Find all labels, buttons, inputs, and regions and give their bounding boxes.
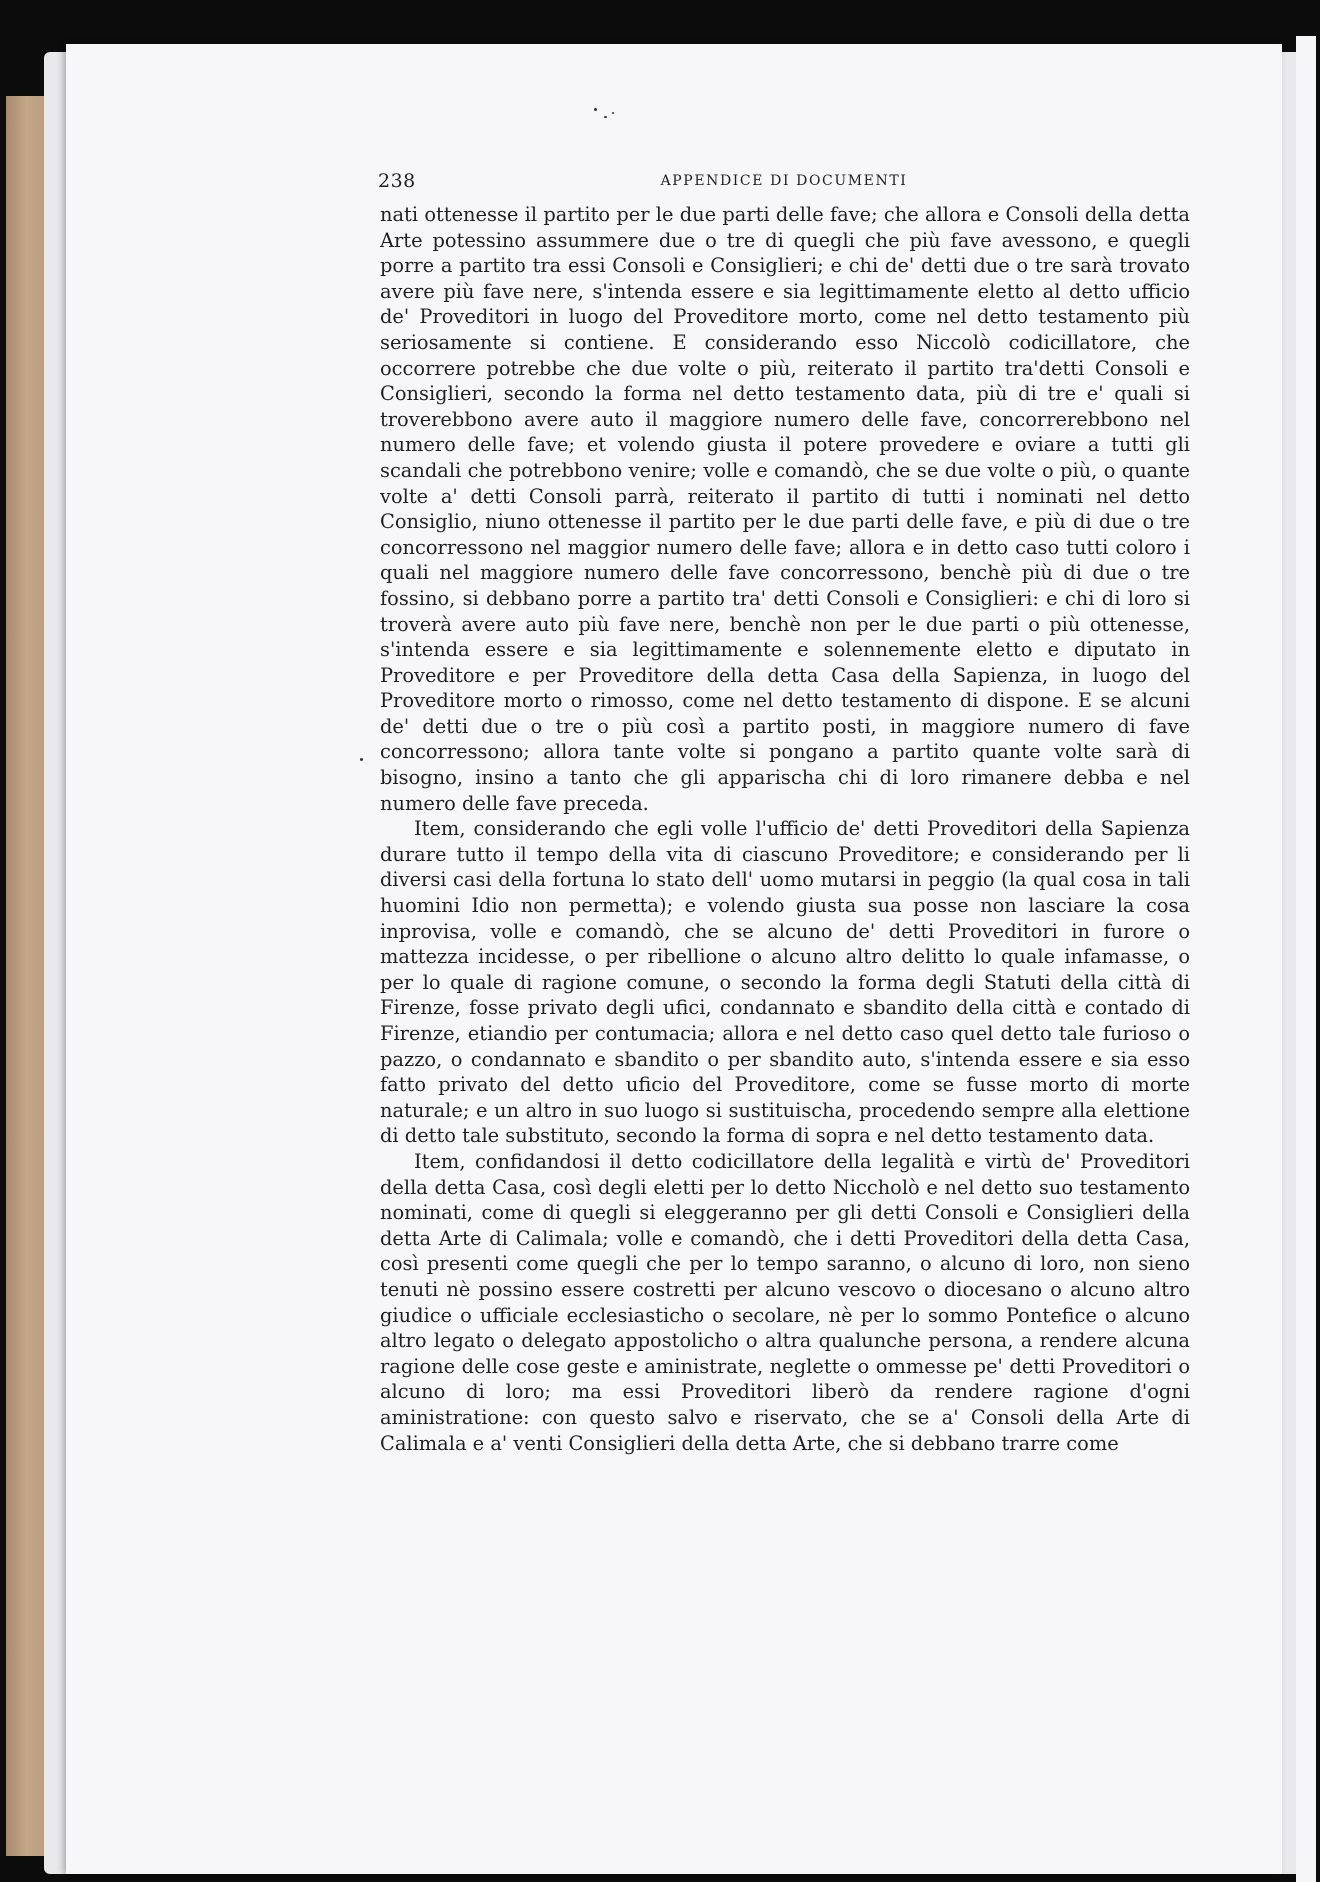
paragraph: nati ottenesse il partito per le due parti delle fave; che allora e Consoli della detta Arte potessino assummere due o tre di quegli che più fave avessono, e quegli porre a partito tra essi Consoli e Consiglieri; e chi de' detti due o tre sarà trovato avere più fave nere, s'intenda essere e sia legittimamente eletto al detto ufficio de' Proveditori in luogo del Proveditore morto, come nel detto testamento più seriosamente si contiene. E considerando esso Niccolò codicillatore, che occorrere potrebbe che due volte o più, reiterato il partito tra'detti Consoli e Consiglieri, secondo la forma nel detto testamento data, più di tre e' quali si troverebbono avere auto il maggiore numero delle fave, concorrerebbono nel numero delle fave; et volendo giusta il potere provedere e oviare a tutti gli scandali che potrebbono venire; volle e comandò, che se due volte o più, o quante volte a' detti Consoli parrà, reiterato il partito di tutti i nominati nel detto Consiglio, niuno ottenesse il partito per le due parti delle fave, e più di due o tre concorressono nel maggior numero delle fave; allora e in detto caso tutti coloro i quali nel maggiore numero delle fave concorressono, benchè più di due o tre fossino, si debbano porre a partito tra' detti Consoli e Consiglieri: e chi di loro si troverà avere auto più fave nere, benchè non per le due parti o più ottenesse, s'intenda essere e sia legittimamente e solennemente eletto e diputato in Proveditore e per Proveditore della detta Casa della Sapienza, in luogo del Proveditore morto o rimosso, come nel detto testamento di dispone. E se alcuni de' detti due o tre o più così a partito posti, in maggiore numero di fave concorressono; allora tante volte si pongano a partito quante volte sarà di bisogno, insino a tanto che gli apparischa chi di loro rimanere debba e nel numero delle fave preceda. xyxy=(380,203,1190,815)
paragraph: Item, confidandosi il detto codicillatore della legalità e virtù de' Proveditori della detta Casa, così degli eletti per lo detto Niccholò e nel detto suo testamento nominati, come di quegli si eleggeranno per gli detti Consoli e Consiglieri della detta Arte di Calimala; volle e comandò, che i detti Proveditori della detta Casa, così presenti come quegli che per lo tempo saranno, o alcuno di loro, non sieno tenuti nè possino essere costretti per alcuno vescovo o diocesano o alcuno altro giudice o ufficiale ecclesiasticho o secolare, nè per lo sommo Pontefice o alcuno altro legato o delegato appostolicho o altra qualunche persona, a rendere alcuna ragione delle cose geste e aministrate, neglette o ommesse pe' detti Proveditori o alcuno di loro; ma essi Proveditori liberò da rendere ragione d'ogni aministratione: con questo salvo e riservato, che se a' Consoli della Arte di Calimala e a' venti Consiglieri della detta Arte, che si debbano trarre come xyxy=(380,1149,1190,1455)
ink-speck xyxy=(594,108,597,111)
ink-speck xyxy=(612,112,614,114)
ink-speck xyxy=(604,116,607,118)
page-number: 238 xyxy=(378,170,416,192)
document-body xyxy=(380,202,1190,1456)
facing-page-edge xyxy=(1296,36,1316,1882)
running-head: APPENDICE DI DOCUMENTI xyxy=(660,173,908,189)
page-header xyxy=(378,170,1190,196)
ink-speck xyxy=(360,758,363,761)
paragraph: Item, considerando che egli volle l'ufficio de' detti Proveditori della Sapienza durare tutto il tempo della vita di ciascuno Proveditore; e considerando per li diversi casi della fortuna lo stato dell' uomo mutarsi in peggio (la qual cosa in tali huomini Idio non permetta); e volendo giusta sua posse non lasciare la cosa inprovisa, volle e comandò, che se alcuno de' detti Proveditori in furore o mattezza incidesse, o per ribellione o alcuno altro delitto lo quale infamasse, o per lo quale di ragione comune, o secondo la forma degli Statuti della città di Firenze, fosse privato degli ufici, condannato e sbandito della città e contado di Firenze, etiandio per contumacia; allora e nel detto caso quel detto tale furioso o pazzo, o condannato e sbandito o per sbandito auto, s'intenda essere e sia esso fatto privato del detto uficio del Proveditore, come se fusse morto di morte naturale; e un altro in suo luogo si sustituischa, procedendo sempre alla elettione di detto tale substituto, secondo la forma di sopra e nel detto testamento data. xyxy=(380,817,1190,1148)
